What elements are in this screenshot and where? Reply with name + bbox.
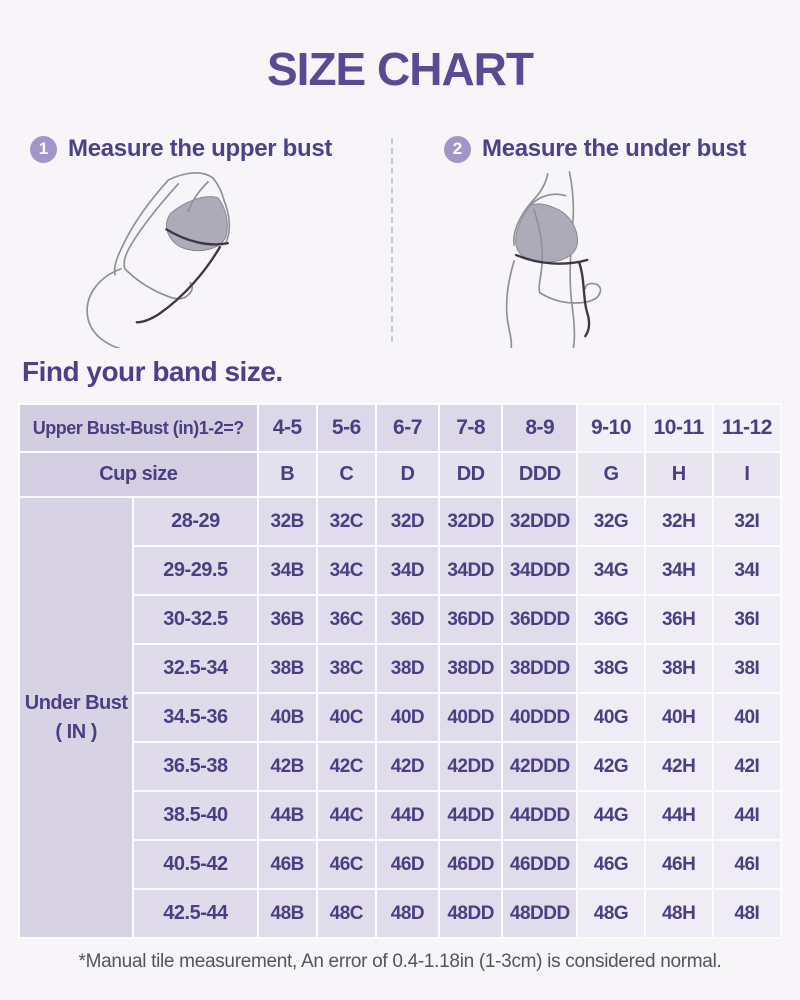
size-cell: 38DD (439, 644, 502, 693)
size-cell: 36DDD (502, 595, 577, 644)
size-cell: 48C (317, 889, 376, 938)
range-cell: 30-32.5 (133, 595, 257, 644)
size-cell: 48I (713, 889, 781, 938)
size-cell: 38I (713, 644, 781, 693)
size-cell: 32DDD (502, 497, 577, 546)
size-cell: 42DD (439, 742, 502, 791)
size-cell: 40I (713, 693, 781, 742)
size-cell: 38H (645, 644, 713, 693)
under-bust-label-line2: ( IN ) (55, 720, 97, 743)
table-row (19, 595, 781, 644)
size-cell: 48DD (439, 889, 502, 938)
cup-header-cell: DDD (502, 452, 577, 497)
size-cell: 38DDD (502, 644, 577, 693)
size-cell: 46DDD (502, 840, 577, 889)
size-cell: 32DD (439, 497, 502, 546)
size-cell: 40DD (439, 693, 502, 742)
range-cell: 36.5-38 (133, 742, 257, 791)
size-cell: 32G (577, 497, 644, 546)
size-cell: 46I (713, 840, 781, 889)
size-cell: 40B (258, 693, 317, 742)
table-row (19, 546, 781, 595)
cup-header-cell: H (645, 452, 713, 497)
diff-header-cell: 5-6 (317, 404, 376, 452)
size-cell: 34C (317, 546, 376, 595)
size-cell: 48DDD (502, 889, 577, 938)
diff-header-cell: 8-9 (502, 404, 577, 452)
step-1-header (30, 134, 386, 164)
size-cell: 38C (317, 644, 376, 693)
size-cell: 34G (577, 546, 644, 595)
size-cell: 32I (713, 497, 781, 546)
size-cell: 46C (317, 840, 376, 889)
range-cell: 28-29 (133, 497, 257, 546)
cup-header-cell: C (317, 452, 376, 497)
size-cell: 46G (577, 840, 644, 889)
size-cell: 36G (577, 595, 644, 644)
diff-header-cell: 7-8 (439, 404, 502, 452)
table-row (19, 791, 781, 840)
range-cell: 38.5-40 (133, 791, 257, 840)
size-cell: 44C (317, 791, 376, 840)
cup-header-cell: DD (439, 452, 502, 497)
size-cell: 40D (376, 693, 439, 742)
range-cell: 29-29.5 (133, 546, 257, 595)
size-cell: 48G (577, 889, 644, 938)
step-1-label: Measure the upper bust (68, 135, 333, 162)
range-cell: 32.5-34 (133, 644, 257, 693)
size-cell: 42DDD (502, 742, 577, 791)
size-cell: 36B (258, 595, 317, 644)
size-cell: 42G (577, 742, 644, 791)
cup-size-label-cell: Cup size (19, 452, 258, 497)
size-cell: 42D (376, 742, 439, 791)
size-table-body (19, 404, 781, 938)
size-cell: 48D (376, 889, 439, 938)
page-title: SIZE CHART (267, 43, 533, 95)
under-bust-label-line1: Under Bust (24, 691, 128, 714)
footnote: *Manual tile measurement, An error of 0.4-1.18in (1-3cm) is considered normal. (78, 951, 722, 972)
cup-header-cell: G (577, 452, 644, 497)
size-cell: 38B (258, 644, 317, 693)
diff-header-cell: 10-11 (645, 404, 713, 452)
step-2-label: Measure the under bust (482, 135, 747, 162)
step-upper-bust (30, 134, 386, 164)
size-cell: 32D (376, 497, 439, 546)
step-under-bust (444, 134, 794, 164)
size-cell: 34D (376, 546, 439, 595)
step-2-header (444, 134, 794, 164)
size-cell: 42I (713, 742, 781, 791)
size-cell: 46H (645, 840, 713, 889)
cup-header-cell: D (376, 452, 439, 497)
size-cell: 32C (317, 497, 376, 546)
size-cell: 40DDD (502, 693, 577, 742)
size-cell: 42C (317, 742, 376, 791)
under-bust-illustration (455, 170, 765, 348)
cup-size-row (19, 452, 781, 497)
cup-header-cell: I (713, 452, 781, 497)
size-cell: 44G (577, 791, 644, 840)
range-cell: 34.5-36 (133, 693, 257, 742)
table-row (19, 497, 781, 546)
under-bust-label-cell (19, 497, 133, 938)
size-cell: 44DD (439, 791, 502, 840)
table-row (19, 644, 781, 693)
size-cell: 36DD (439, 595, 502, 644)
cup-header-cell: B (258, 452, 317, 497)
size-cell: 34B (258, 546, 317, 595)
size-cell: 40G (577, 693, 644, 742)
size-cell: 44B (258, 791, 317, 840)
size-cell: 42H (645, 742, 713, 791)
size-cell: 44D (376, 791, 439, 840)
size-cell: 32B (258, 497, 317, 546)
size-cell: 46D (376, 840, 439, 889)
size-cell: 36H (645, 595, 713, 644)
size-cell: 34H (645, 546, 713, 595)
table-row (19, 742, 781, 791)
size-cell: 44DDD (502, 791, 577, 840)
size-cell: 34I (713, 546, 781, 595)
size-cell: 36I (713, 595, 781, 644)
table-row (19, 889, 781, 938)
size-cell: 36C (317, 595, 376, 644)
size-cell: 40H (645, 693, 713, 742)
size-cell: 34DDD (502, 546, 577, 595)
steps-divider (391, 138, 393, 342)
header-label-cell: Upper Bust-Bust (in)1-2=? (19, 404, 258, 452)
table-row (19, 840, 781, 889)
upper-bust-illustration (50, 170, 360, 348)
size-cell: 46B (258, 840, 317, 889)
size-cell: 38D (376, 644, 439, 693)
size-cell: 44I (713, 791, 781, 840)
size-cell: 48H (645, 889, 713, 938)
size-table (18, 403, 782, 939)
table-row (19, 693, 781, 742)
diff-header-cell: 11-12 (713, 404, 781, 452)
size-cell: 42B (258, 742, 317, 791)
diff-header-cell: 9-10 (577, 404, 644, 452)
measure-steps (0, 134, 800, 352)
size-cell: 40C (317, 693, 376, 742)
range-cell: 42.5-44 (133, 889, 257, 938)
header-row (19, 404, 781, 452)
size-cell: 44H (645, 791, 713, 840)
size-cell: 38G (577, 644, 644, 693)
step-1-number-icon: 1 (30, 136, 57, 163)
range-cell: 40.5-42 (133, 840, 257, 889)
diff-header-cell: 4-5 (258, 404, 317, 452)
size-cell: 34DD (439, 546, 502, 595)
size-cell: 46DD (439, 840, 502, 889)
step-2-number-icon: 2 (444, 136, 471, 163)
section-heading: Find your band size. (22, 356, 283, 387)
diff-header-cell: 6-7 (376, 404, 439, 452)
size-cell: 36D (376, 595, 439, 644)
size-cell: 32H (645, 497, 713, 546)
size-cell: 48B (258, 889, 317, 938)
